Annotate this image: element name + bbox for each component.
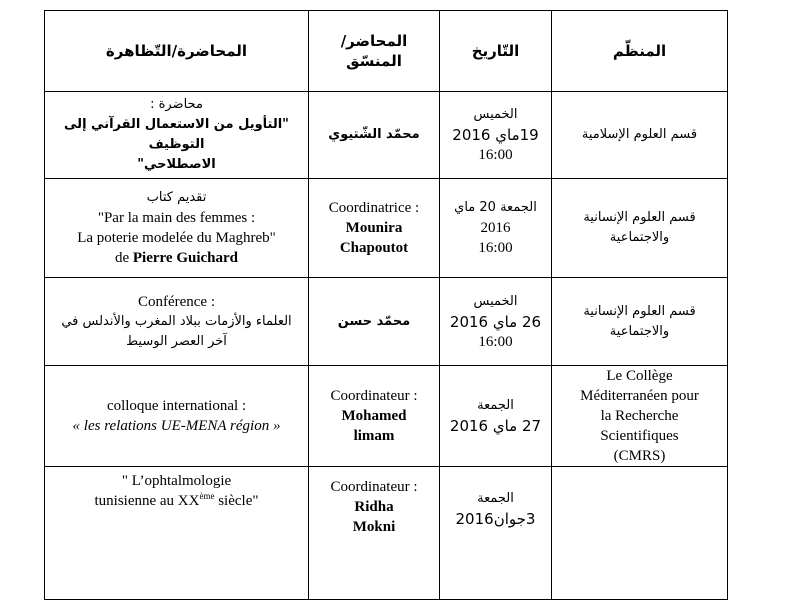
talk-type: Conférence : xyxy=(137,293,216,310)
talk-cell xyxy=(45,92,309,179)
talk-cell xyxy=(45,278,309,366)
organizer-cell xyxy=(552,278,728,366)
speaker-name-cont: limam xyxy=(353,428,395,444)
speaker-cell xyxy=(309,467,440,600)
speaker-role: Coordinatrice : xyxy=(328,200,420,216)
date-cell xyxy=(440,366,552,467)
talk-title-sup: ème xyxy=(199,491,215,501)
organizer-name-cont: والاجتماعية xyxy=(609,323,670,339)
table-row xyxy=(45,366,728,467)
date-day: الجمعة xyxy=(477,398,514,413)
talk-author-line xyxy=(49,248,304,268)
date-time: 16:00 xyxy=(478,147,513,163)
date-cell xyxy=(440,179,552,278)
table-header-row xyxy=(45,11,728,92)
speaker-cell xyxy=(309,179,440,278)
date-value: 26 ماي 2016 xyxy=(449,312,542,331)
date-time: 16:00 xyxy=(478,240,513,256)
organizer-name-cont: والاجتماعية xyxy=(609,230,670,245)
date-day: الجمعة xyxy=(477,491,514,506)
organizer-name-4: Scientifiques xyxy=(600,428,679,444)
organizer-cell xyxy=(552,366,728,467)
events-table xyxy=(44,10,728,600)
organizer-name-2: Méditerranéen pour xyxy=(580,388,699,404)
date-value: 19ماي 2016 xyxy=(452,126,539,144)
header-talk: المحاضرة/التّظاهرة xyxy=(45,11,309,92)
date-year: 2016 xyxy=(480,220,511,236)
organizer-name: قسم العلوم الإنسانية xyxy=(583,210,696,225)
date-day: الخميس xyxy=(473,293,518,309)
speaker-name-cont: Mokni xyxy=(352,519,396,535)
table-row xyxy=(45,179,728,278)
speaker-cell xyxy=(309,366,440,467)
talk-cell xyxy=(45,179,309,278)
speaker-role: Coordinateur : xyxy=(330,388,418,404)
table-row xyxy=(45,278,728,366)
talk-title: "التأويل من الاستعمال القرآني إلى التوظيف xyxy=(64,117,289,152)
talk-title: "Par la main des femmes : xyxy=(97,210,256,226)
date-value: 27 ماي 2016 xyxy=(449,417,542,435)
date-cell xyxy=(440,467,552,600)
date-value: 3جوان2016 xyxy=(455,510,536,528)
organizer-cell xyxy=(552,467,728,600)
talk-cell xyxy=(45,366,309,467)
header-date: التّاريخ xyxy=(440,11,552,92)
speaker-name: محمّد الشّتيوي xyxy=(328,127,420,142)
table-row xyxy=(45,92,728,179)
talk-title-part: tunisienne au XX xyxy=(94,493,200,509)
speaker-name: Mohamed xyxy=(341,408,407,424)
speaker-name: Mounira xyxy=(345,220,403,236)
table-row xyxy=(45,467,728,600)
talk-type: تقديم كتاب xyxy=(146,190,207,205)
speaker-name-cont: Chapoutot xyxy=(339,240,409,256)
talk-title: « les relations UE-MENA région » xyxy=(72,418,281,434)
talk-title: " L’ophtalmologie xyxy=(121,473,232,489)
talk-author-prefix: de xyxy=(114,250,133,266)
organizer-name: Le Collège xyxy=(606,368,673,384)
speaker-role: Coordinateur : xyxy=(330,479,418,495)
date-day: الجمعة 20 ماي xyxy=(454,200,537,215)
organizer-name-3: la Recherche xyxy=(600,408,679,424)
talk-cell xyxy=(45,467,309,600)
speaker-cell xyxy=(309,92,440,179)
organizer-name: قسم العلوم الإسلامية xyxy=(581,127,698,142)
organizer-acronym: (CMRS) xyxy=(613,448,666,464)
talk-type: محاضرة : xyxy=(150,97,203,112)
talk-title-cont: La poterie modelée du Maghreb" xyxy=(77,230,276,246)
organizer-name: قسم العلوم الإنسانية xyxy=(583,303,696,319)
header-organizer: المنظّم xyxy=(552,11,728,92)
date-day: الخميس xyxy=(473,107,518,122)
talk-type: colloque international : xyxy=(106,398,247,414)
talk-author: Pierre Guichard xyxy=(132,250,239,266)
organizer-cell xyxy=(552,179,728,278)
speaker-name: Ridha xyxy=(354,499,394,515)
talk-title-part-end: siècle" xyxy=(214,493,259,509)
date-time: 16:00 xyxy=(478,333,513,350)
talk-title-cont: آخر العصر الوسيط xyxy=(126,333,227,349)
speaker-cell xyxy=(309,278,440,366)
talk-title-cont: الاصطلاحي" xyxy=(137,157,216,172)
talk-title: العلماء والأزمات ببلاد المغرب والأندلس في xyxy=(61,313,292,329)
organizer-cell xyxy=(552,92,728,179)
header-speaker: المحاضر/المنسّق xyxy=(309,11,440,92)
date-cell xyxy=(440,92,552,179)
talk-title-cont xyxy=(49,491,304,511)
date-cell xyxy=(440,278,552,366)
speaker-name: محمّد حسن xyxy=(337,313,411,329)
